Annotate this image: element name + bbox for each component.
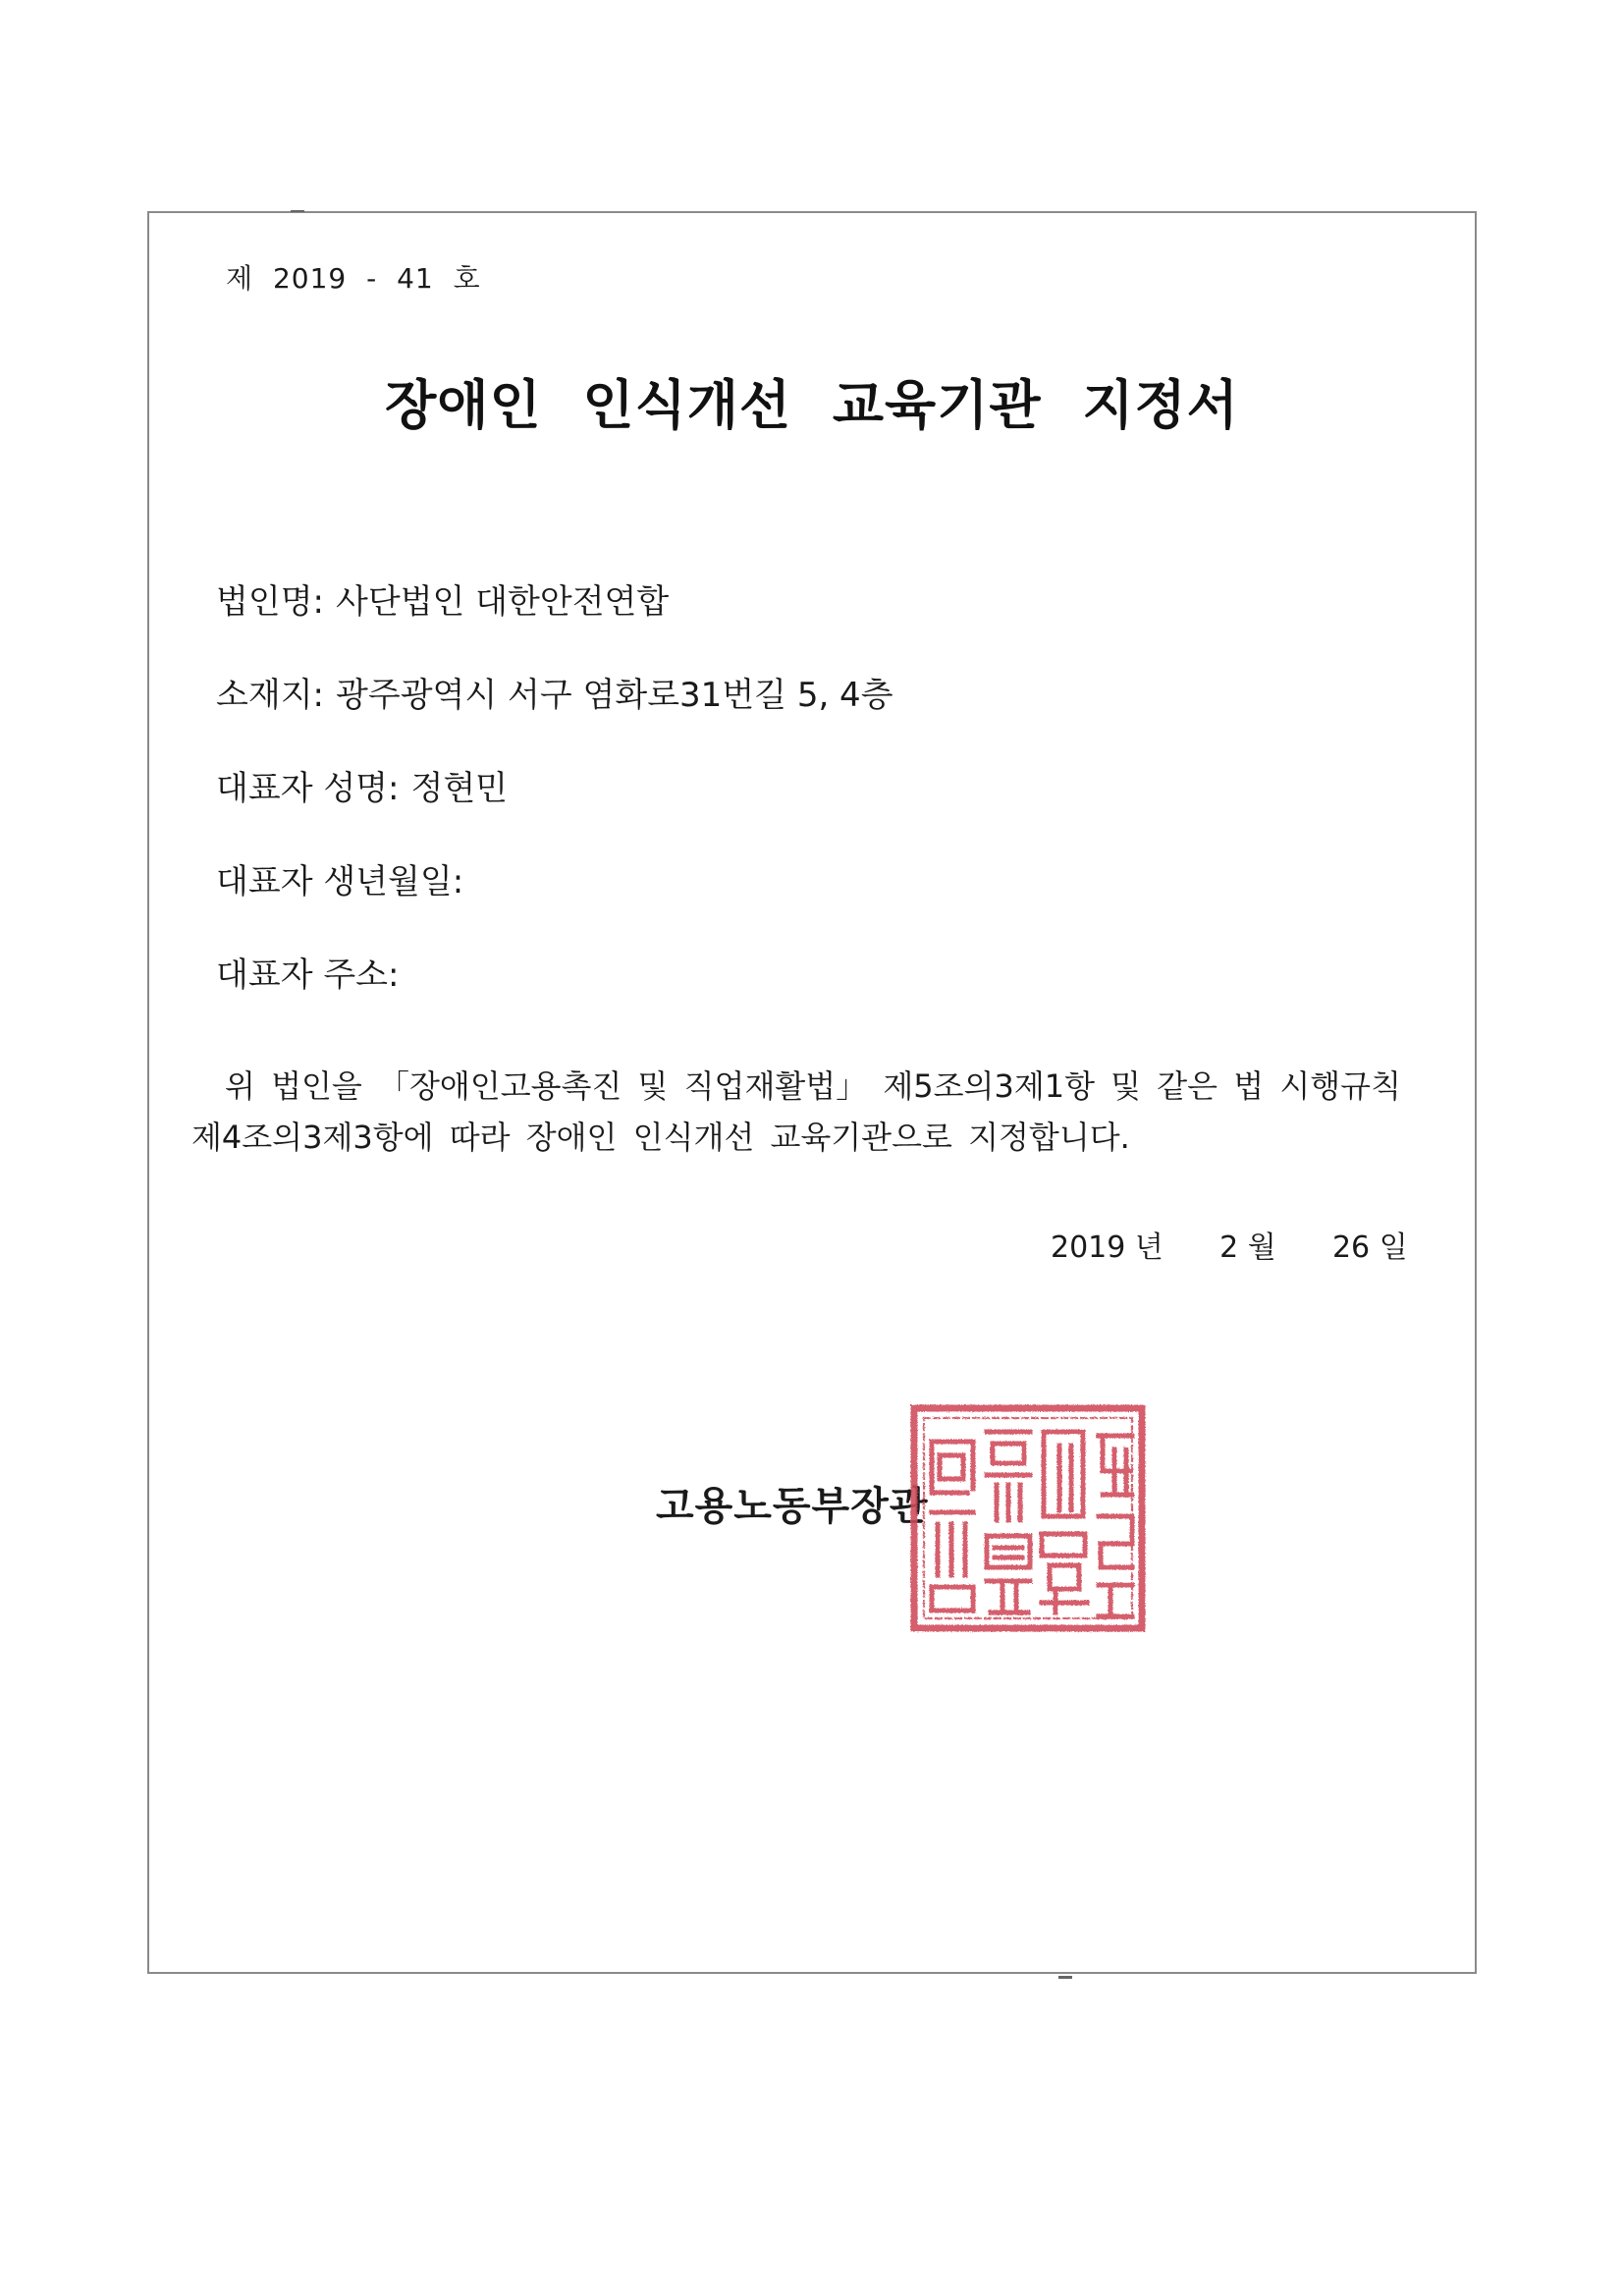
- designation-statement: [191, 1061, 1434, 1163]
- issuer-name: 고용노동부장관: [656, 1484, 929, 1529]
- field-value: 정현민: [410, 769, 509, 808]
- field-value: 광주광역시 서구 염화로31번길 5, 4층: [336, 676, 893, 715]
- date-year: 2019: [1051, 1230, 1126, 1265]
- document-number: 제 2019 - 41 호: [226, 262, 481, 295]
- date-day: 26: [1331, 1230, 1371, 1265]
- statement-line: 제4조의3제3항에 따라 장애인 인식개선 교육기관으로 지정합니다.: [191, 1119, 1130, 1156]
- field-location: [216, 668, 893, 716]
- scan-mark: [1058, 1976, 1072, 1979]
- field-label: 법인명:: [216, 582, 324, 622]
- date-month-unit: 월: [1247, 1230, 1276, 1265]
- field-label: 대표자 성명:: [216, 769, 400, 808]
- field-label: 소재지:: [216, 676, 324, 715]
- field-value: 사단법인 대한안전연합: [336, 582, 670, 622]
- field-label: 대표자 주소:: [216, 956, 400, 995]
- field-representative-birthdate: [216, 854, 475, 902]
- field-representative-name: [216, 761, 508, 809]
- scan-mark: [291, 210, 304, 212]
- date-year-unit: 년: [1134, 1230, 1163, 1265]
- statement-line: 위 법인을 「장애인고용촉진 및 직업재활법」 제5조의3제1항 및 같은 법 시행규칙: [225, 1067, 1401, 1105]
- date-day-unit: 일: [1379, 1230, 1408, 1265]
- document-title: 장애인 인식개선 교육기관 지정서: [385, 374, 1239, 436]
- field-label: 대표자 생년월일:: [216, 862, 464, 902]
- issue-date: [1051, 1223, 1408, 1266]
- field-representative-address: [216, 948, 410, 996]
- field-corporation-name: [216, 574, 669, 623]
- official-seal-stamp: [908, 1402, 1148, 1634]
- date-month: 2: [1219, 1230, 1239, 1265]
